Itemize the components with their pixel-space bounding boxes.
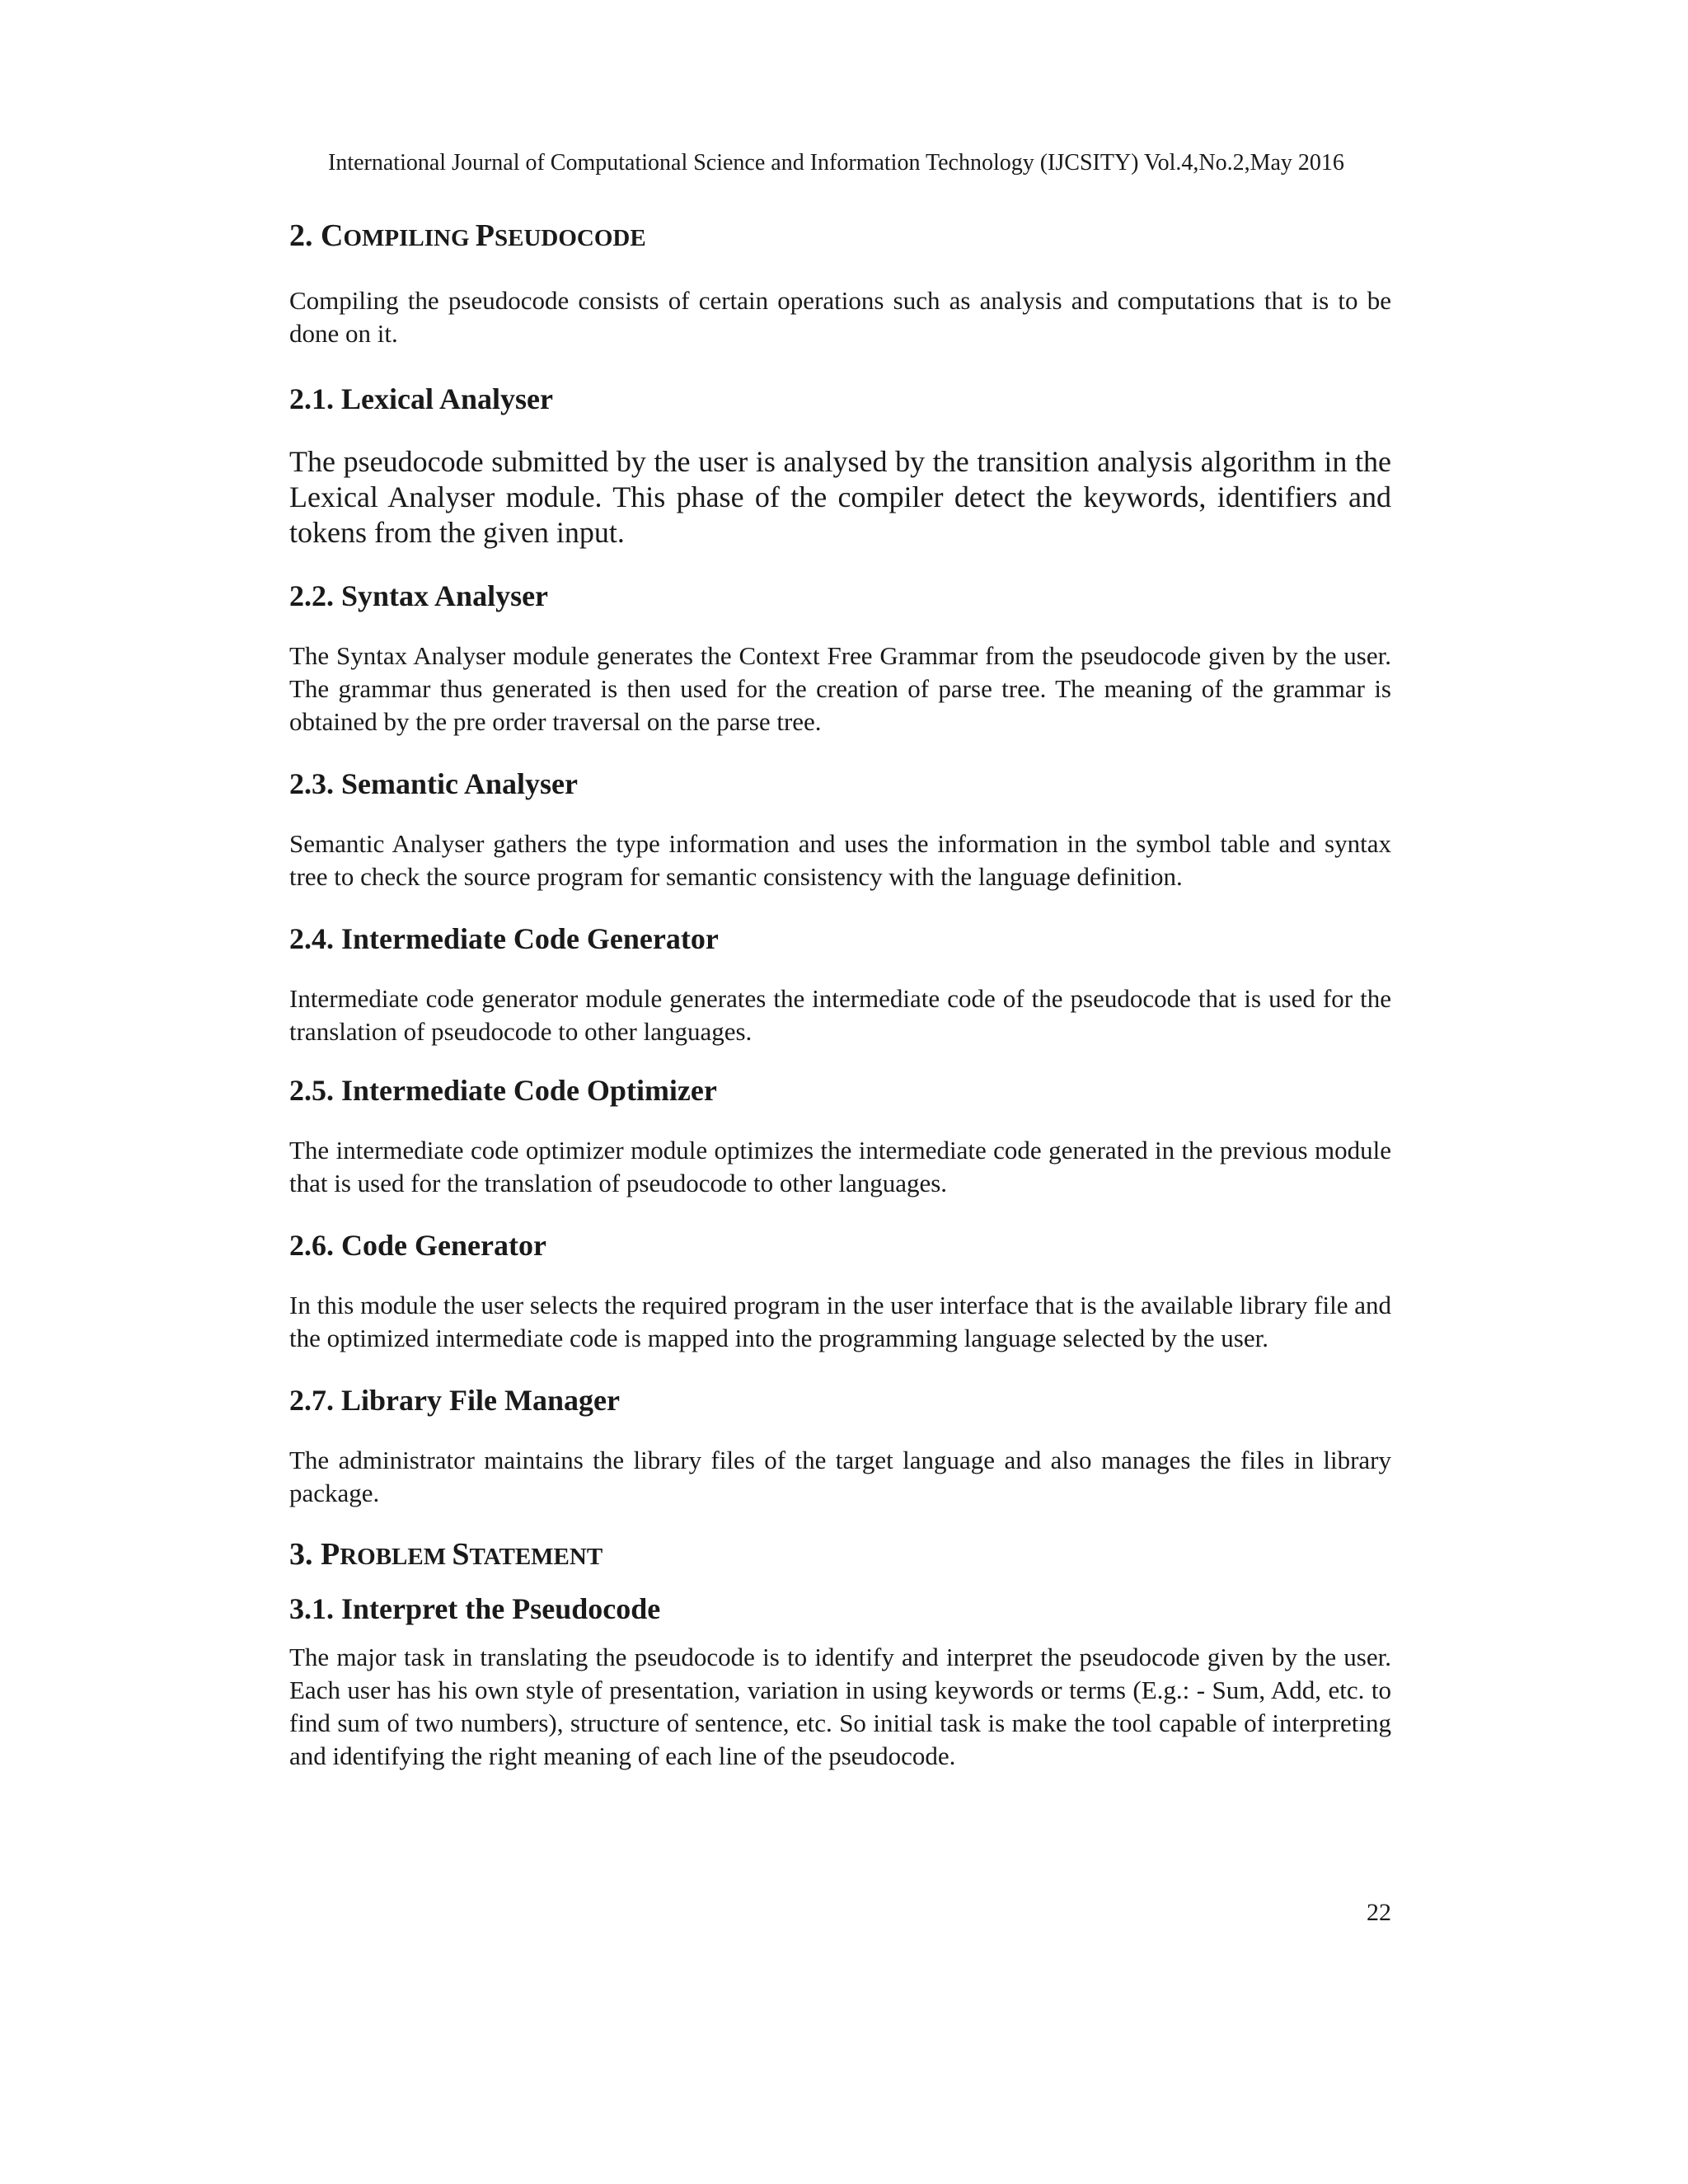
section-2-number: 2.: [289, 218, 321, 253]
subsection-2-6-heading: 2.6. Code Generator: [289, 1229, 546, 1262]
section-3-heading: 3. PROBLEM STATEMENT: [289, 1537, 603, 1572]
subsection-2-5-heading: 2.5. Intermediate Code Optimizer: [289, 1074, 717, 1107]
subsection-2-1-text: The pseudocode submitted by the user is analysed by the transition analysis algorithm in the Lexical Analyser module. This phase of the compiler detect the keywords, identifiers and tokens from the given input.: [289, 445, 1391, 549]
subsection-3-1-heading: 3.1. Interpret the Pseudocode: [289, 1592, 661, 1625]
page-content: [289, 216, 1391, 1773]
subsection-2-7-text: The administrator maintains the library files of the target language and also manages the files in library package.: [289, 1446, 1391, 1507]
section-2-intro: Compiling the pseudocode consists of certain operations such as analysis and computations that is to be done on it.: [289, 286, 1391, 348]
subsection-2-5-text: The intermediate code optimizer module optimizes the intermediate code generated in the previous module that is used for the translation of pseudocode to other languages.: [289, 1136, 1391, 1197]
subsection-2-6-text: In this module the user selects the required program in the user interface that is the available library file and the optimized intermediate code is mapped into the programming language selected by the user.: [289, 1291, 1391, 1352]
page-number: 22: [1367, 1899, 1391, 1926]
subsection-2-3-heading: 2.3. Semantic Analyser: [289, 767, 578, 800]
subsection-2-3-text: Semantic Analyser gathers the type information and uses the information in the symbol table and syntax tree to check the source program for semantic consistency with the language definition.: [289, 829, 1391, 891]
subsection-2-2-text: The Syntax Analyser module generates the Context Free Grammar from the pseudocode given by the user. The grammar thus generated is then used for the creation of parse tree. The meaning of the grammar is obtained by the pre order traversal on the parse tree.: [289, 641, 1391, 736]
section-2-heading: 2. COMPILING PSEUDOCODE: [289, 218, 646, 253]
section-3-number: 3.: [289, 1537, 321, 1572]
subsection-2-1-heading: 2.1. Lexical Analyser: [289, 382, 553, 415]
subsection-2-2-heading: 2.2. Syntax Analyser: [289, 579, 549, 612]
subsection-2-7-heading: 2.7. Library File Manager: [289, 1384, 620, 1417]
subsection-2-4-heading: 2.4. Intermediate Code Generator: [289, 922, 719, 955]
subsection-2-4-text: Intermediate code generator module generates the intermediate code of the pseudocode that is used for the translation of pseudocode to other languages.: [289, 984, 1391, 1046]
running-header: International Journal of Computational Science and Information Technology (IJCSITY) Vol.4,No.2,May 2016: [328, 150, 1344, 176]
subsection-3-1-text: The major task in translating the pseudocode is to identify and interpret the pseudocode given by the user. Each user has his own style of presentation, variation in using keywords or terms (E.g.: - Sum, Add, etc. to find sum of two numbers), structure of sentence, etc. So initial task is make the tool capable of interpreting and identifying the right meaning of each line of the pseudocode.: [289, 1643, 1391, 1770]
